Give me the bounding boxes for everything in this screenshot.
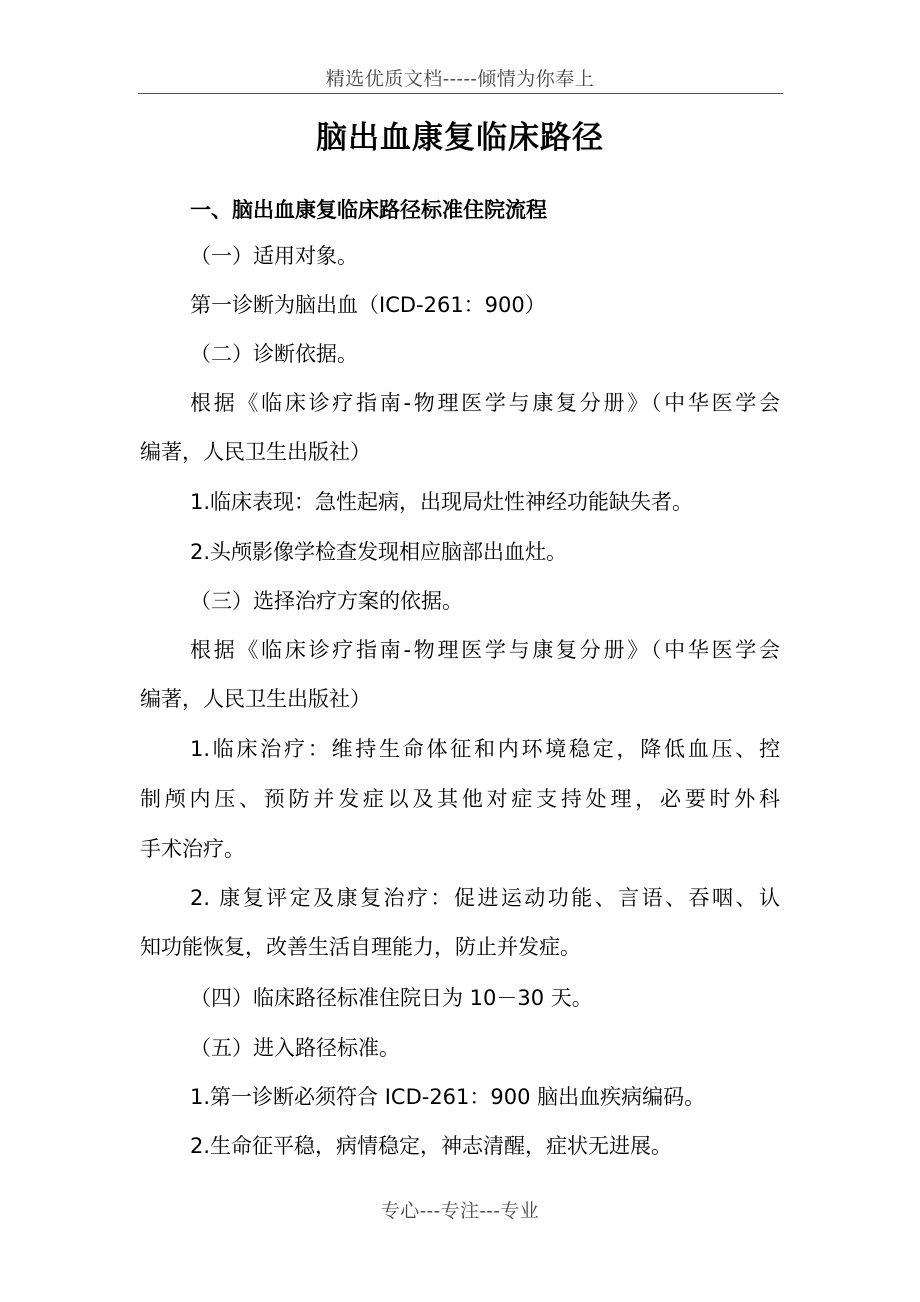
paragraph-entry-criterion-1: 1.第一诊断必须符合 ICD-261：900 脑出血疾病编码。 [190,1085,706,1109]
subsection-heading-treatment-basis: （三）选择治疗方案的依据。 [190,589,463,613]
paragraph-guideline-reference-2-line1: 根据《临床诊疗指南-物理医学与康复分册》（中华医学会 [190,638,780,662]
paragraph-first-diagnosis: 第一诊断为脑出血（ICD-261：900） [190,293,546,317]
document-title: 脑出血康复临床路径 [316,120,604,156]
paragraph-guideline-reference-2-line2: 编著，人民卫生出版社） [140,687,371,711]
paragraph-rehab-treatment-line2: 知功能恢复，改善生活自理能力，防止并发症。 [140,935,581,959]
paragraph-clinical-treatment-line2: 制颅内压、预防并发症以及其他对症支持处理，必要时外科 [140,787,780,811]
paragraph-clinical-treatment-line3: 手术治疗。 [140,837,245,861]
page-header-text: 精选优质文档-----倾情为你奉上 [325,68,595,90]
paragraph-clinical-treatment-line1: 1.临床治疗：维持生命体征和内环境稳定，降低血压、控 [190,737,780,761]
paragraph-imaging-finding: 2.头颅影像学检查发现相应脑部出血灶。 [190,540,568,564]
paragraph-guideline-reference-line2: 编著，人民卫生出版社） [140,440,371,464]
paragraph-rehab-treatment-line1: 2. 康复评定及康复治疗：促进运动功能、言语、吞咽、认 [190,886,780,910]
paragraph-clinical-manifestation: 1.临床表现：急性起病，出现局灶性神经功能缺失者。 [190,490,694,514]
page-footer-text: 专心---专注---专业 [380,1200,540,1222]
subsection-heading-entry-criteria: （五）进入路径标准。 [190,1036,400,1060]
paragraph-guideline-reference-line1: 根据《临床诊疗指南-物理医学与康复分册》（中华医学会 [190,391,780,415]
header-divider [138,93,783,94]
subsection-heading-standard-stay: （四）临床路径标准住院日为 10－30 天。 [190,986,593,1010]
paragraph-entry-criterion-2: 2.生命征平稳，病情稳定，神志清醒，症状无进展。 [190,1134,673,1158]
subsection-heading-diagnosis-basis: （二）诊断依据。 [190,342,358,366]
section-heading: 一、脑出血康复临床路径标准住院流程 [190,198,547,222]
subsection-heading-applicable-object: （一）适用对象。 [190,244,358,268]
